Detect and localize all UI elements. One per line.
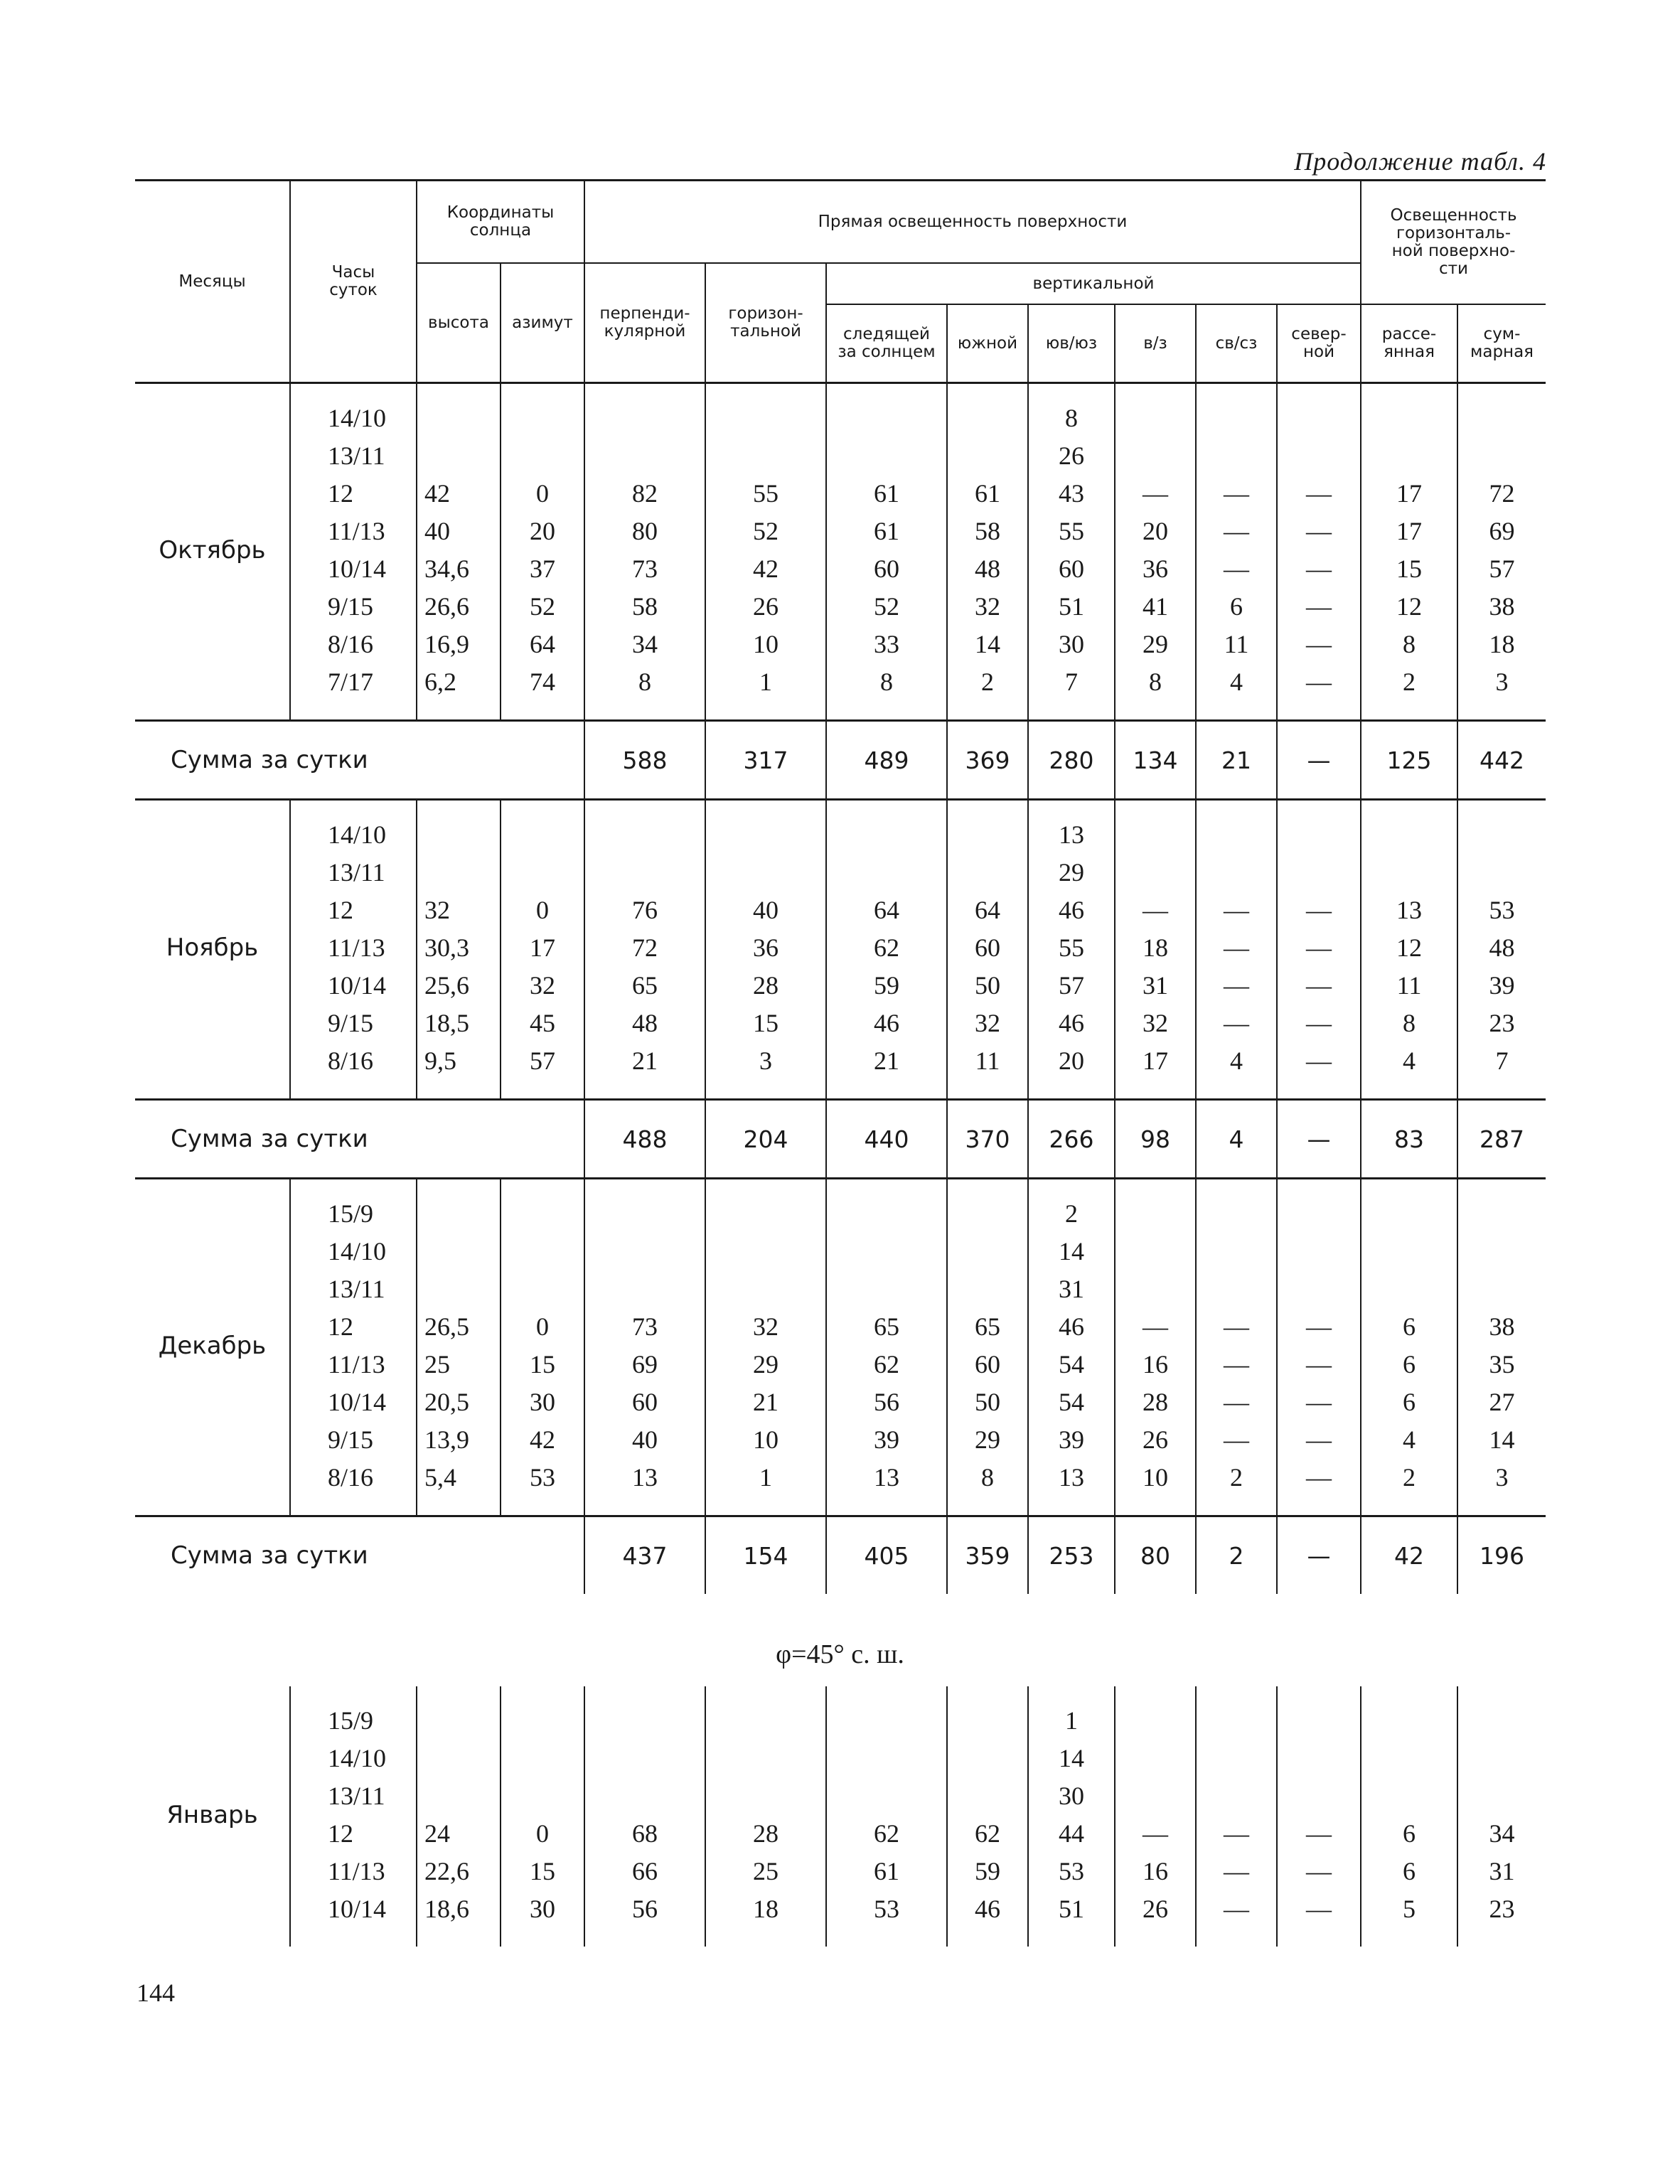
sum-cell: 83: [1361, 1100, 1457, 1179]
sum-cell: 42: [1361, 1516, 1457, 1595]
header-ne-nw: св/сз: [1196, 304, 1277, 383]
header-total: сум- марная: [1457, 304, 1546, 383]
north-column: — — —: [1277, 1686, 1361, 1947]
horizontal-column: 55 52 42 26 10 1: [705, 383, 826, 721]
south-column: 64 60 50 32 11: [947, 800, 1028, 1100]
perpendicular-column: 76 72 65 48 21: [584, 800, 705, 1100]
total-column: 34 31 23: [1457, 1686, 1546, 1947]
latitude-label: φ=45° с. ш.: [776, 1639, 904, 1669]
diffuse-column: 6 6 5: [1361, 1686, 1457, 1947]
sum-cell: 80: [1115, 1516, 1196, 1595]
sum-label: Сумма за сутки: [135, 1100, 584, 1179]
month-label: Декабрь: [158, 1331, 267, 1360]
horizontal-column: 32 29 21 10 1: [705, 1179, 826, 1516]
sum-cell: 287: [1457, 1100, 1546, 1179]
header-north: север- ной: [1277, 304, 1361, 383]
diffuse-column: 17 17 15 12 8 2: [1361, 383, 1457, 721]
ne-nw-column: — — — — 2: [1196, 1179, 1277, 1516]
sum-cell: 266: [1028, 1100, 1115, 1179]
sum-cell: 4: [1196, 1100, 1277, 1179]
header-diffuse: рассе- янная: [1361, 304, 1457, 383]
header-south: южной: [947, 304, 1028, 383]
header-azimuth: азимут: [501, 263, 584, 383]
sum-cell: 405: [826, 1516, 947, 1595]
following-sun-column: 64 62 59 46 21: [826, 800, 947, 1100]
header-horizontal: горизон- тальной: [705, 263, 826, 383]
sum-cell: —: [1277, 1100, 1361, 1179]
sum-cell: 370: [947, 1100, 1028, 1179]
daily-sum-row-december: [135, 1516, 1546, 1595]
north-column: — — — — —: [1277, 1179, 1361, 1516]
illumination-table: [135, 179, 1546, 1594]
se-sw-column: 8 26 43 55 60 51 30 7: [1028, 383, 1115, 721]
south-column: 65 60 50 29 8: [947, 1179, 1028, 1516]
se-sw-column: 1 14 30 44 53 51: [1028, 1686, 1115, 1947]
month-block-october: [135, 383, 1546, 721]
month-label: Октябрь: [159, 535, 266, 564]
height-column: 42 40 34,6 26,6 16,9 6,2: [417, 383, 501, 721]
south-column: 62 59 46: [947, 1686, 1028, 1947]
january-table: [135, 1686, 1546, 1947]
total-column: 53 48 39 23 7: [1457, 800, 1546, 1100]
sum-cell: 204: [705, 1100, 826, 1179]
sum-cell: 154: [705, 1516, 826, 1595]
header-perpendicular: перпенди- кулярной: [584, 263, 705, 383]
header-direct-illumination: Прямая освещенность поверхности: [584, 181, 1361, 264]
height-column: 26,5 25 20,5 13,9 5,4: [417, 1179, 501, 1516]
horizontal-column: 28 25 18: [705, 1686, 826, 1947]
sum-cell: 369: [947, 721, 1028, 800]
horizontal-column: 40 36 28 15 3: [705, 800, 826, 1100]
total-column: 38 35 27 14 3: [1457, 1179, 1546, 1516]
header-following-sun: следящей за солнцем: [826, 304, 947, 383]
height-column: 24 22,6 18,6: [417, 1686, 501, 1947]
hours-column: 15/9 14/10 13/11 12 11/13 10/14 9/15 8/16: [290, 1179, 417, 1516]
sum-cell: 437: [584, 1516, 705, 1595]
sum-cell: 21: [1196, 721, 1277, 800]
hours-column: 15/9 14/10 13/11 12 11/13 10/14: [290, 1686, 417, 1947]
hours-column: 14/10 13/11 12 11/13 10/14 9/15 8/16: [290, 800, 417, 1100]
e-w-column: — 16 28 26 10: [1115, 1179, 1196, 1516]
sum-cell: —: [1277, 721, 1361, 800]
ne-nw-column: — — —: [1196, 1686, 1277, 1947]
perpendicular-column: 82 80 73 58 34 8: [584, 383, 705, 721]
following-sun-column: 65 62 56 39 13: [826, 1179, 947, 1516]
sum-cell: 2: [1196, 1516, 1277, 1595]
ne-nw-column: — — — 6 11 4: [1196, 383, 1277, 721]
header-sun-coords: Координаты солнца: [417, 181, 584, 264]
following-sun-column: 61 61 60 52 33 8: [826, 383, 947, 721]
sum-cell: 125: [1361, 721, 1457, 800]
header-height: высота: [417, 263, 501, 383]
sum-cell: 442: [1457, 721, 1546, 800]
sum-cell: 280: [1028, 721, 1115, 800]
sum-cell: 196: [1457, 1516, 1546, 1595]
north-column: — — — — — —: [1277, 383, 1361, 721]
diffuse-column: 13 12 11 8 4: [1361, 800, 1457, 1100]
azimuth-column: 0 17 32 45 57: [501, 800, 584, 1100]
hours-column: 14/10 13/11 12 11/13 10/14 9/15 8/16 7/17: [290, 383, 417, 721]
sum-cell: 489: [826, 721, 947, 800]
e-w-column: — 16 26: [1115, 1686, 1196, 1947]
sum-label: Сумма за сутки: [135, 721, 584, 800]
ne-nw-column: — — — — 4: [1196, 800, 1277, 1100]
height-column: 32 30,3 25,6 18,5 9,5: [417, 800, 501, 1100]
header-horizontal-illumination: Освещенность горизонталь- ной поверхно- сти: [1361, 181, 1546, 305]
daily-sum-row-october: [135, 721, 1546, 800]
diffuse-column: 6 6 6 4 2: [1361, 1179, 1457, 1516]
header-vertical: вертикальной: [826, 263, 1361, 304]
sum-cell: 134: [1115, 721, 1196, 800]
month-block-january: [135, 1686, 1546, 1947]
perpendicular-column: 73 69 60 40 13: [584, 1179, 705, 1516]
month-block-december: [135, 1179, 1546, 1516]
north-column: — — — — —: [1277, 800, 1361, 1100]
table-caption: Продолжение табл. 4: [1294, 147, 1546, 176]
sum-cell: 98: [1115, 1100, 1196, 1179]
total-column: 72 69 57 38 18 3: [1457, 383, 1546, 721]
azimuth-column: 0 20 37 52 64 74: [501, 383, 584, 721]
month-block-november: [135, 800, 1546, 1100]
perpendicular-column: 68 66 56: [584, 1686, 705, 1947]
month-label: Ноябрь: [166, 933, 259, 962]
sum-cell: 317: [705, 721, 826, 800]
sum-cell: 488: [584, 1100, 705, 1179]
south-column: 61 58 48 32 14 2: [947, 383, 1028, 721]
e-w-column: — 20 36 41 29 8: [1115, 383, 1196, 721]
sum-cell: 440: [826, 1100, 947, 1179]
se-sw-column: 13 29 46 55 57 46 20: [1028, 800, 1115, 1100]
se-sw-column: 2 14 31 46 54 54 39 13: [1028, 1179, 1115, 1516]
azimuth-column: 0 15 30 42 53: [501, 1179, 584, 1516]
sum-cell: 253: [1028, 1516, 1115, 1595]
sum-cell: 359: [947, 1516, 1028, 1595]
e-w-column: — 18 31 32 17: [1115, 800, 1196, 1100]
month-label: Январь: [166, 1800, 258, 1829]
sum-cell: 588: [584, 721, 705, 800]
header-e-w: в/з: [1115, 304, 1196, 383]
header-se-sw: юв/юз: [1028, 304, 1115, 383]
page-number: 144: [137, 1979, 175, 2007]
sum-cell: —: [1277, 1516, 1361, 1595]
sum-label: Сумма за сутки: [135, 1516, 584, 1595]
header-hours: Часы суток: [290, 181, 417, 383]
daily-sum-row-november: [135, 1100, 1546, 1179]
following-sun-column: 62 61 53: [826, 1686, 947, 1947]
azimuth-column: 0 15 30: [501, 1686, 584, 1947]
header-months: Месяцы: [135, 181, 290, 383]
